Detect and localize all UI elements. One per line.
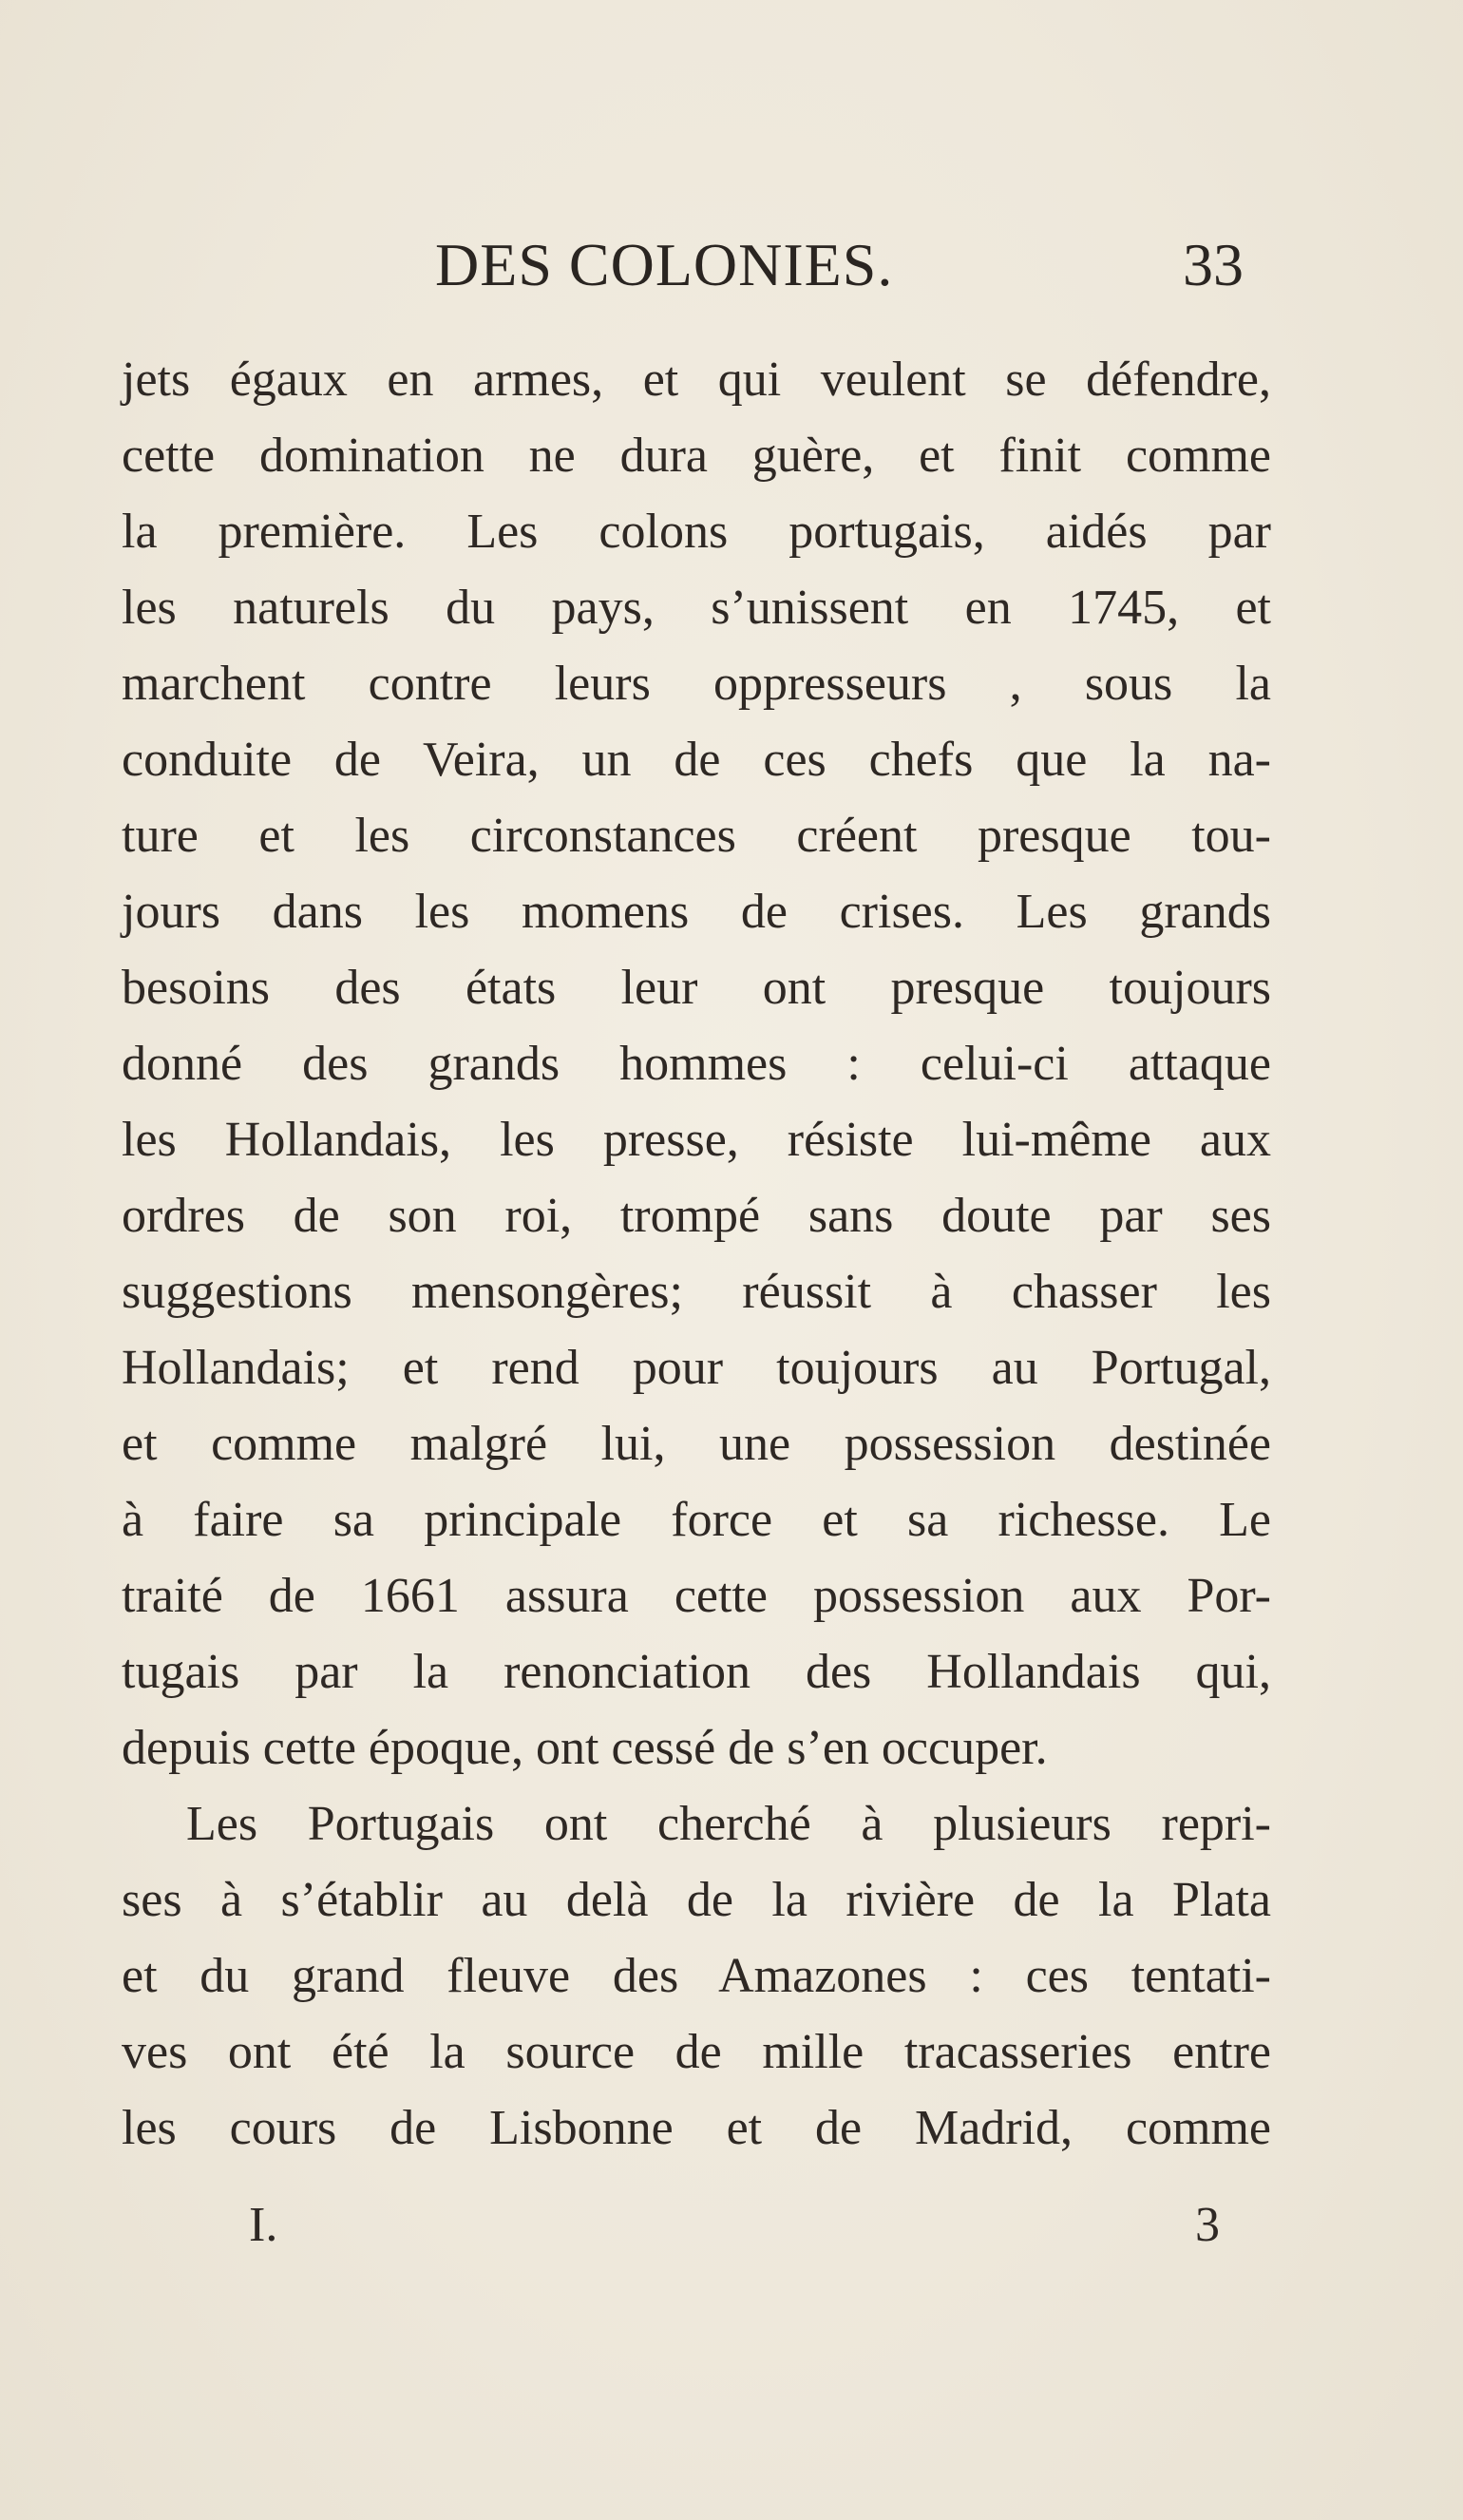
gathering-mark: 3 bbox=[1195, 2198, 1220, 2252]
page-footer bbox=[0, 2197, 1463, 2263]
text-line: à faire sa principale force et sa richesse. Le bbox=[122, 1493, 1271, 1547]
text-line: marchent contre leurs oppresseurs , sous la bbox=[122, 657, 1271, 711]
text-line: jours dans les momens de crises. Les grands bbox=[122, 885, 1271, 939]
text-line: Les Portugais ont cherché à plusieurs repri- bbox=[186, 1797, 1271, 1851]
text-line: jets égaux en armes, et qui veulent se défendre, bbox=[122, 353, 1271, 407]
text-line: cette domination ne dura guère, et finit comme bbox=[122, 429, 1271, 483]
text-line: et du grand fleuve des Amazones : ces tentati- bbox=[122, 1949, 1271, 2003]
running-title: DES COLONIES. bbox=[435, 231, 894, 298]
text-line: tugais par la renonciation des Hollandais qui, bbox=[122, 1645, 1271, 1699]
text-line: depuis cette époque, ont cessé de s’en occuper. bbox=[122, 1721, 1048, 1775]
text-line: traité de 1661 assura cette possession aux Por- bbox=[122, 1569, 1271, 1623]
page-number: 33 bbox=[1183, 231, 1244, 298]
text-line: les cours de Lisbonne et de Madrid, comme bbox=[122, 2101, 1271, 2155]
text-line: et comme malgré lui, une possession destinée bbox=[122, 1417, 1271, 1471]
text-line: la première. Les colons portugais, aidés par bbox=[122, 505, 1271, 559]
text-line: les Hollandais, les presse, résiste lui-même aux bbox=[122, 1113, 1271, 1167]
text-line: suggestions mensongères; réussit à chasser les bbox=[122, 1265, 1271, 1319]
page-header bbox=[0, 230, 1463, 306]
text-line: ves ont été la source de mille tracasseries entre bbox=[122, 2025, 1271, 2079]
text-line: les naturels du pays, s’unissent en 1745, et bbox=[122, 581, 1271, 635]
signature-mark: I. bbox=[249, 2198, 278, 2252]
text-line: Hollandais; et rend pour toujours au Portugal, bbox=[122, 1341, 1271, 1395]
text-line: ses à s’établir au delà de la rivière de la Plata bbox=[122, 1873, 1271, 1927]
text-line: conduite de Veira, un de ces chefs que la na- bbox=[122, 733, 1271, 787]
text-line: ordres de son roi, trompé sans doute par ses bbox=[122, 1189, 1271, 1243]
text-line: ture et les circonstances créent presque tou- bbox=[122, 809, 1271, 863]
text-line: besoins des états leur ont presque toujours bbox=[122, 961, 1271, 1015]
text-line: donné des grands hommes : celui-ci attaque bbox=[122, 1037, 1271, 1091]
